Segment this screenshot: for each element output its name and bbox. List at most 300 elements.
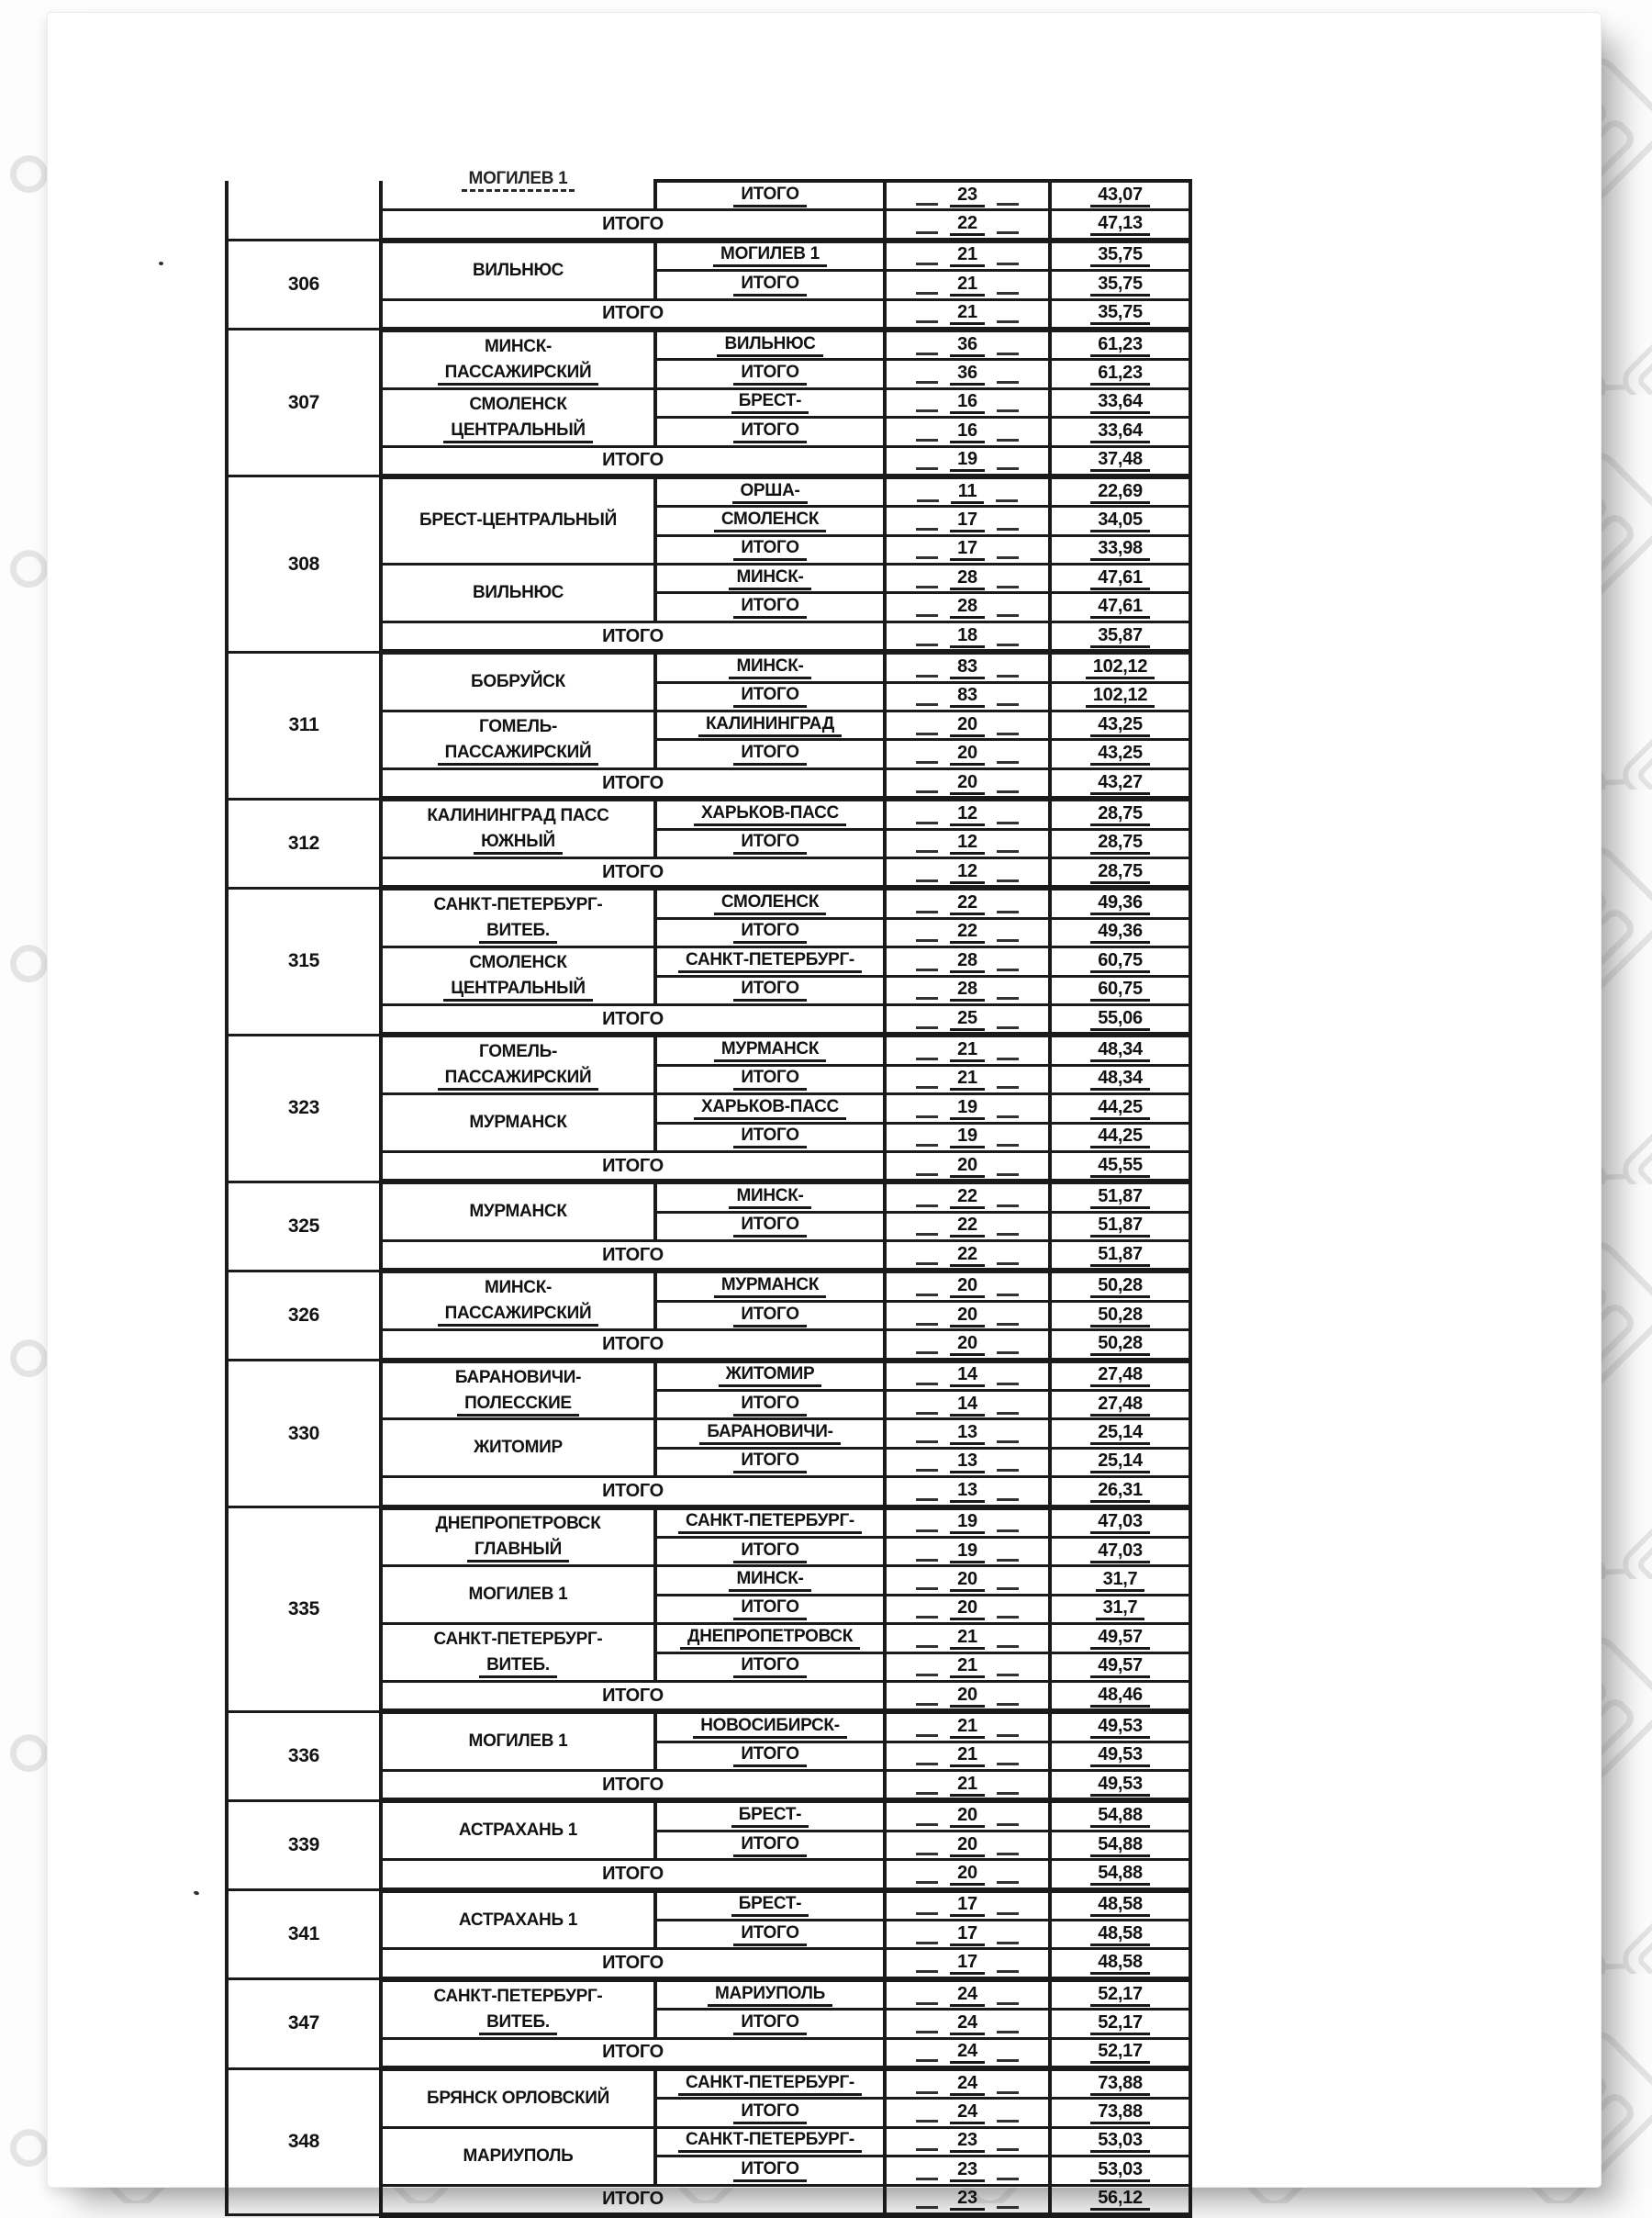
scan-noise-dash: [997, 1970, 1019, 1973]
station-cell: [381, 330, 655, 388]
scan-noise-dash: [916, 1144, 938, 1147]
count-cell: [885, 1507, 1050, 1538]
value-text: 47,61: [1090, 568, 1150, 590]
destination-cell: [655, 918, 885, 947]
document-page: [48, 13, 1601, 2210]
count-text: 20: [950, 1686, 985, 1708]
count-cell: [885, 1212, 1050, 1240]
scan-noise-dash: [997, 1674, 1019, 1676]
count-text: 36: [950, 364, 985, 386]
value-cell: [1050, 360, 1190, 388]
value-cell: [1050, 241, 1190, 271]
train-number: 312: [287, 832, 320, 854]
destination-cell: [655, 593, 885, 622]
count-text: 13: [950, 1481, 985, 1503]
station-line: [383, 1729, 653, 1754]
value-cell: [1050, 535, 1190, 564]
count-cell: [885, 1391, 1050, 1419]
station-cell: [381, 2127, 655, 2185]
scan-noise-dash: [916, 1262, 938, 1265]
count-text: 16: [950, 421, 985, 443]
value-cell: [1050, 711, 1190, 740]
count-text: 21: [950, 303, 985, 325]
count-text: 21: [950, 274, 985, 297]
scan-noise-dash: [916, 381, 938, 384]
scan-noise-dash: [997, 1823, 1019, 1826]
station-name: ПАССАЖИРСКИЙ: [438, 364, 599, 386]
count-cell: [885, 181, 1050, 210]
value-cell: [1050, 1123, 1190, 1151]
scan-noise-dash: [997, 1026, 1019, 1029]
table-row: [227, 330, 1190, 360]
value-text: 48,46: [1090, 1686, 1150, 1708]
count-cell: [885, 2068, 1050, 2099]
scan-noise-dash: [997, 1734, 1019, 1737]
value-text: 37,48: [1090, 450, 1150, 472]
count-cell: [885, 799, 1050, 829]
station-cell: [381, 1624, 655, 1682]
destination-text: ИТОГО: [733, 2160, 806, 2182]
value-cell: [1050, 829, 1190, 857]
scan-noise-dash: [916, 1763, 938, 1765]
destination-cell: [655, 1800, 885, 1831]
destination-cell: [655, 360, 885, 388]
destination-cell: [655, 1652, 885, 1681]
destination-cell: [655, 1391, 885, 1419]
destination-text: ИТОГО: [733, 922, 806, 944]
table-row: [227, 799, 1190, 829]
value-cell: [1050, 1271, 1190, 1301]
scan-noise-dash: [916, 1823, 938, 1826]
scan-noise-dash: [997, 1233, 1019, 1236]
train-number-cell: [227, 1979, 381, 2068]
count-text: 17: [950, 510, 985, 532]
count-cell: [885, 2038, 1050, 2068]
value-cell: [1050, 1182, 1190, 1212]
destination-cell: [655, 1566, 885, 1595]
scan-noise-dash: [916, 2178, 938, 2180]
destination-text: СМОЛЕНСК: [714, 510, 826, 532]
destination-text: МОГИЛЕВ 1: [713, 245, 827, 267]
station-cell: [381, 476, 655, 565]
station-line: [383, 334, 653, 360]
count-text: 83: [950, 686, 985, 708]
count-cell: [885, 1477, 1050, 1507]
scan-noise-dash: [916, 1587, 938, 1590]
value-cell: [1050, 2185, 1190, 2215]
destination-text: ИТОГО: [733, 833, 806, 855]
destination-text: ИТОГО: [733, 539, 806, 561]
count-cell: [885, 565, 1050, 593]
value-text: 52,17: [1090, 2042, 1150, 2064]
count-cell: [885, 829, 1050, 857]
scan-noise-dash: [916, 2148, 938, 2151]
destination-cell: [655, 2127, 885, 2156]
station-name: ВИТЕБ.: [479, 2013, 557, 2035]
count-text: 12: [950, 862, 985, 884]
destination-cell: [655, 799, 885, 829]
block-total-label-cell: [381, 1477, 885, 1507]
station-cell: [381, 241, 655, 299]
value-text: 43,07: [1090, 185, 1150, 207]
destination-text: ИТОГО: [733, 185, 806, 207]
scan-noise-dash: [997, 911, 1019, 913]
count-text: 19: [950, 1098, 985, 1120]
count-cell: [885, 476, 1050, 507]
value-cell: [1050, 418, 1190, 446]
scan-noise-dash: [997, 2178, 1019, 2180]
count-text: 28: [950, 597, 985, 619]
scan-noise-dash: [997, 1763, 1019, 1765]
station-line: [383, 1984, 653, 2010]
scan-noise-dash: [916, 644, 938, 646]
station-line: [383, 1365, 653, 1391]
station-line: [383, 714, 653, 740]
value-text: 22,69: [1090, 482, 1150, 504]
station-cell: [381, 1361, 655, 1419]
scan-noise-dash: [997, 822, 1019, 824]
destination-text: ИТОГО: [733, 1305, 806, 1327]
table-row: [227, 1890, 1190, 1921]
destination-text: ИТОГО: [733, 1215, 806, 1238]
count-cell: [885, 593, 1050, 622]
scan-noise-dash: [916, 1529, 938, 1532]
station-name: КАЛИНИНГРАД ПАСС: [427, 806, 609, 826]
value-text: 31,7: [1096, 1598, 1145, 1620]
station-name: ДНЕПРОПЕТРОВСК: [435, 1514, 601, 1534]
scan-noise-dash: [997, 409, 1019, 412]
value-text: 55,06: [1090, 1009, 1150, 1031]
value-cell: [1050, 1949, 1190, 1979]
station-line: [383, 1110, 653, 1136]
scan-noise-dash: [997, 231, 1019, 234]
destination-cell: [655, 1711, 885, 1742]
destination-text: БАРАНОВИЧИ-: [699, 1423, 840, 1445]
train-number-cell: [227, 241, 381, 330]
scan-noise-dash: [997, 733, 1019, 735]
destination-cell: [655, 181, 885, 210]
count-text: 23: [950, 2189, 985, 2211]
scan-noise-dash: [997, 1912, 1019, 1915]
scan-noise-dash: [997, 703, 1019, 706]
station-cell: [381, 565, 655, 622]
destination-cell: [655, 829, 885, 857]
block-total-label: ИТОГО: [602, 450, 664, 471]
scan-noise-dash: [997, 1058, 1019, 1060]
count-text: 12: [950, 804, 985, 826]
destination-text: САНКТ-ПЕТЕРБУРГ-: [678, 951, 862, 973]
value-cell: [1050, 2038, 1190, 2068]
block-total-label-cell: [381, 857, 885, 888]
count-text: 23: [950, 2131, 985, 2153]
table-row: [227, 241, 1190, 271]
count-cell: [885, 918, 1050, 947]
scan-noise-dash: [997, 1498, 1019, 1501]
value-cell: [1050, 1681, 1190, 1711]
count-text: 21: [950, 1069, 985, 1091]
destination-cell: [655, 976, 885, 1004]
destination-text: ВИЛЬНЮС: [717, 335, 822, 357]
value-cell: [1050, 2068, 1190, 2099]
destination-cell: [655, 1595, 885, 1623]
scan-noise-dash: [997, 1383, 1019, 1385]
scan-noise-dash: [916, 850, 938, 853]
value-cell: [1050, 1800, 1190, 1831]
scan-noise-dash: [997, 1323, 1019, 1326]
count-text: 22: [950, 1215, 985, 1238]
count-text: 24: [950, 2102, 985, 2124]
scan-noise-dash: [916, 1294, 938, 1296]
value-cell: [1050, 565, 1190, 593]
destination-cell: [655, 565, 885, 593]
value-cell: [1050, 1537, 1190, 1565]
destination-cell: [655, 1979, 885, 2010]
value-cell: [1050, 1477, 1190, 1507]
station-cell: [381, 1419, 655, 1477]
station-name: БАРАНОВИЧИ-: [454, 1367, 582, 1387]
destination-text: ХАРЬКОВ-ПАСС: [694, 804, 846, 826]
table-row: [227, 1800, 1190, 1831]
scan-noise-dash: [997, 2002, 1019, 2005]
destination-cell: [655, 888, 885, 918]
station-name: ПАССАЖИРСКИЙ: [438, 1305, 599, 1327]
count-cell: [885, 857, 1050, 888]
destination-cell: [655, 1890, 885, 1921]
count-text: 23: [950, 2160, 985, 2182]
count-cell: [885, 388, 1050, 417]
scan-noise-dash: [916, 409, 938, 412]
scan-noise-dash: [997, 1587, 1019, 1590]
destination-cell: [655, 2010, 885, 2038]
train-number: 335: [287, 1597, 320, 1619]
value-cell: [1050, 799, 1190, 829]
scan-noise-dash: [916, 733, 938, 735]
count-text: 36: [950, 335, 985, 357]
value-text: 50,28: [1090, 1334, 1150, 1356]
station-line: [383, 580, 653, 606]
scan-noise-dash: [997, 2206, 1019, 2209]
destination-text: ХАРЬКОВ-ПАСС: [694, 1098, 846, 1120]
value-cell: [1050, 622, 1190, 652]
scan-noise-dash: [997, 1529, 1019, 1532]
value-text: 49,36: [1090, 893, 1150, 915]
block-total-label-cell: [381, 1004, 885, 1035]
scan-noise-dash: [916, 911, 938, 913]
scan-noise-dash: [916, 528, 938, 531]
count-text: 13: [950, 1451, 985, 1473]
train-number-cell: [227, 1800, 381, 1889]
count-text: 22: [950, 893, 985, 915]
station-cell: [381, 1890, 655, 1949]
block-total-label-cell: [381, 1151, 885, 1182]
station-name: ЦЕНТРАЛЬНЫЙ: [443, 980, 593, 1002]
destination-text: ИТОГО: [733, 364, 806, 386]
destination-text: ИТОГО: [733, 1835, 806, 1857]
destination-cell: [655, 711, 885, 740]
scan-noise-dash: [997, 528, 1019, 531]
count-text: 18: [950, 626, 985, 648]
value-cell: [1050, 1771, 1190, 1801]
block-total-label-cell: [381, 1330, 885, 1361]
train-number: 315: [287, 950, 320, 972]
destination-cell: [655, 682, 885, 711]
station-line: [383, 508, 653, 533]
scan-noise-dash: [997, 1559, 1019, 1562]
value-text: 60,75: [1090, 951, 1150, 973]
count-text: 24: [950, 2042, 985, 2064]
station-cell: [381, 1711, 655, 1770]
value-cell: [1050, 652, 1190, 682]
scan-noise-dash: [916, 2059, 938, 2062]
value-cell: [1050, 1330, 1190, 1361]
value-text: 28,75: [1090, 804, 1150, 826]
station-name: САНКТ-ПЕТЕРБУРГ-: [433, 1986, 603, 2006]
count-text: 21: [950, 245, 985, 267]
station-line: [383, 918, 653, 944]
destination-cell: [655, 2068, 885, 2099]
destination-cell: [655, 1742, 885, 1770]
block-total-label-cell: [381, 210, 885, 241]
train-number: 348: [287, 2130, 320, 2152]
count-cell: [885, 1361, 1050, 1391]
scan-noise-dash: [916, 2002, 938, 2005]
value-cell: [1050, 1301, 1190, 1329]
scan-noise-dash: [997, 1703, 1019, 1706]
value-text: 61,23: [1090, 364, 1150, 386]
table-row: [227, 1711, 1190, 1742]
count-text: 21: [950, 1717, 985, 1739]
station-line: [383, 1627, 653, 1652]
block-total-label: ИТОГО: [602, 303, 664, 324]
value-cell: [1050, 388, 1190, 417]
count-cell: [885, 1800, 1050, 1831]
station-name: ЮЖНЫЙ: [474, 833, 563, 855]
value-cell: [1050, 210, 1190, 241]
value-text: 33,64: [1090, 421, 1150, 443]
station-cell: [381, 888, 655, 947]
count-cell: [885, 1921, 1050, 1949]
count-cell: [885, 1711, 1050, 1742]
value-cell: [1050, 857, 1190, 888]
scan-noise-dash: [997, 2120, 1019, 2123]
station-name: СМОЛЕНСК: [469, 394, 567, 414]
count-cell: [885, 1537, 1050, 1565]
station-line: [383, 1537, 653, 1563]
value-cell: [1050, 1361, 1190, 1391]
scan-noise-dash: [916, 1469, 938, 1472]
train-number: 323: [287, 1097, 320, 1119]
scan-noise-dash: [997, 1881, 1019, 1884]
table-row: [227, 1979, 1190, 2010]
count-text: 22: [950, 922, 985, 944]
train-number-cell: [227, 1711, 381, 1800]
value-text: 49,36: [1090, 922, 1150, 944]
destination-text: ИТОГО: [733, 744, 806, 766]
scan-noise-dash: [916, 879, 938, 882]
scan-noise-dash: [916, 997, 938, 1000]
scan-noise-dash: [997, 1294, 1019, 1296]
destination-cell: [655, 1537, 885, 1565]
scan-noise-dash: [916, 439, 938, 442]
station-line: [383, 1908, 653, 1933]
count-text: 19: [950, 1541, 985, 1563]
value-cell: [1050, 1094, 1190, 1123]
block-total-label: ИТОГО: [602, 861, 664, 882]
scan-noise-dash: [997, 556, 1019, 559]
station-cell: [381, 1507, 655, 1566]
train-number: 306: [287, 274, 320, 296]
value-text: 47,03: [1090, 1541, 1150, 1563]
destination-text: ИТОГО: [733, 2102, 806, 2124]
scan-noise-dash: [997, 761, 1019, 764]
value-text: 61,23: [1090, 335, 1150, 357]
station-name: ЦЕНТРАЛЬНЫЙ: [443, 421, 593, 443]
value-text: 43,27: [1090, 773, 1150, 795]
scan-noise-dash: [997, 1144, 1019, 1147]
train-number-cell: [227, 1182, 381, 1271]
value-text: 45,55: [1090, 1156, 1150, 1178]
scan-noise-dash: [997, 292, 1019, 295]
block-total-label-cell: [381, 1241, 885, 1271]
destination-cell: [655, 476, 885, 507]
value-cell: [1050, 446, 1190, 476]
station-cell: [381, 1271, 655, 1329]
station-name: МАРИУПОЛЬ: [463, 2145, 574, 2166]
station-line: [383, 418, 653, 443]
destination-cell: [655, 1212, 885, 1240]
value-text: 48,34: [1090, 1040, 1150, 1062]
count-text: 83: [950, 657, 985, 679]
value-text: 47,13: [1090, 214, 1150, 236]
station-line: [383, 1652, 653, 1678]
value-text: 33,98: [1090, 539, 1150, 561]
value-cell: [1050, 918, 1190, 947]
block-total-label: ИТОГО: [602, 1685, 664, 1706]
station-line: [383, 2086, 653, 2112]
scan-noise-dash: [997, 467, 1019, 470]
value-text: 49,53: [1090, 1745, 1150, 1767]
value-text: 25,14: [1090, 1451, 1150, 1473]
block-total-label-cell: [381, 446, 885, 476]
count-text: 28: [950, 568, 985, 590]
destination-cell: [655, 418, 885, 446]
scan-noise-dash: [997, 263, 1019, 265]
scan-noise-dash: [916, 703, 938, 706]
count-cell: [885, 976, 1050, 1004]
station-cell: [381, 2068, 655, 2127]
station-cell: [381, 1566, 655, 1624]
value-text: 43,25: [1090, 744, 1150, 766]
station-name: МИНСК-: [484, 336, 553, 356]
block-total-label: ИТОГО: [602, 1155, 664, 1176]
station-cell: [381, 388, 655, 446]
scan-noise-dash: [916, 1792, 938, 1795]
station-line: [383, 1511, 653, 1537]
value-text: 26,31: [1090, 1481, 1150, 1503]
scan-noise-dash: [997, 381, 1019, 384]
value-cell: [1050, 181, 1190, 210]
count-text: 20: [950, 1598, 985, 1620]
scan-noise-dash: [916, 292, 938, 295]
scan-noise-dash: [916, 1498, 938, 1501]
value-text: 60,75: [1090, 980, 1150, 1002]
destination-text: ИТОГО: [733, 1395, 806, 1417]
destination-cell: [655, 1065, 885, 1093]
scan-noise-dash: [997, 2091, 1019, 2094]
count-text: 21: [950, 1775, 985, 1797]
scan-noise-dash: [916, 614, 938, 617]
value-text: 48,58: [1090, 1924, 1150, 1946]
